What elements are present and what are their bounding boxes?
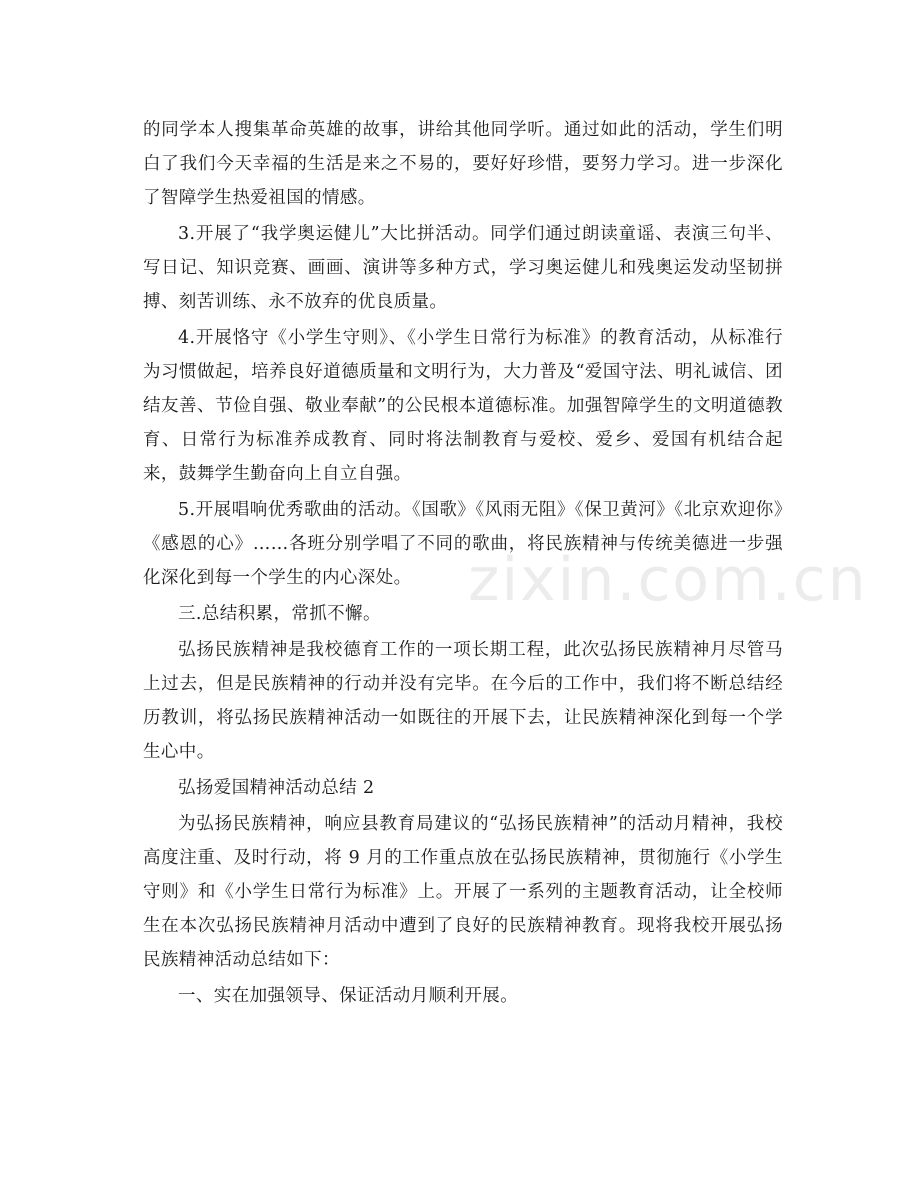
paragraph-item-4: 4.开展恪守《小学生守则》、《小学生日常行为标准》的教育活动，从标准行为习惯做起，培养良好道德质量和文明行为，大力普及“爱国守法、明礼诚信、团结友善、节俭自强、敬业奉献”的公民根本道德标准。加强智障学生的文明道德教育、日常行为标准养成教育、同时将法制教育与爱校、爱乡、爱国有机结合起来，鼓舞学生勤奋向上自立自强。 xyxy=(143,328,783,484)
document-subtitle: 弘扬爱国精神活动总结 2 xyxy=(178,778,375,798)
paragraph-continuation: 的同学本人搜集革命英雄的故事，讲给其他同学听。通过如此的活动，学生们明白了我们今天幸福的生活是来之不易的，要好好珍惜，要努力学习。进一步深化了智障学生热爱祖国的情感。 xyxy=(143,120,783,208)
section-heading-3: 三.总结积累，常抓不懈。 xyxy=(178,604,381,624)
paragraph-intro: 为弘扬民族精神，响应县教育局建议的“弘扬民族精神”的活动月精神，我校高度注重、及时行动，将 9 月的工作重点放在弘扬民族精神，贯彻施行《小学生守则》和《小学生日常行为标准》上。开展了一系列的主题教育活动，让全校师生在本次弘扬民族精神月活动中遭到了良好的民族精神教育。现将我校开展弘扬民族精神活动总结如下： xyxy=(143,814,783,970)
paragraph-item-3: 3.开展了“我学奥运健儿”大比拼活动。同学们通过朗读童谣、表演三句半、写日记、知识竞赛、画画、演讲等多种方式，学习奥运健儿和残奥运发动坚韧拼搏、刻苦训练、永不放弃的优良质量。 xyxy=(143,224,783,312)
paragraph-item-5: 5.开展唱响优秀歌曲的活动。《国歌》《风雨无阻》《保卫黄河》《北京欢迎你》《感恩的心》……各班分别学唱了不同的歌曲，将民族精神与传统美德进一步强化深化到每一个学生的内心深处。 xyxy=(143,500,783,588)
watermark: zixin.com.cn xyxy=(468,545,868,615)
document-body xyxy=(143,113,783,1015)
paragraph-conclusion: 弘扬民族精神是我校德育工作的一项长期工程，此次弘扬民族精神月尽管马上过去，但是民族精神的行动并没有完毕。在今后的工作中，我们将不断总结经历教训，将弘扬民族精神活动一如既往的开展下去，让民族精神深化到每一个学生心中。 xyxy=(143,640,783,762)
section-heading-1: 一、实在加强领导、保证活动月顺利开展。 xyxy=(178,986,519,1006)
